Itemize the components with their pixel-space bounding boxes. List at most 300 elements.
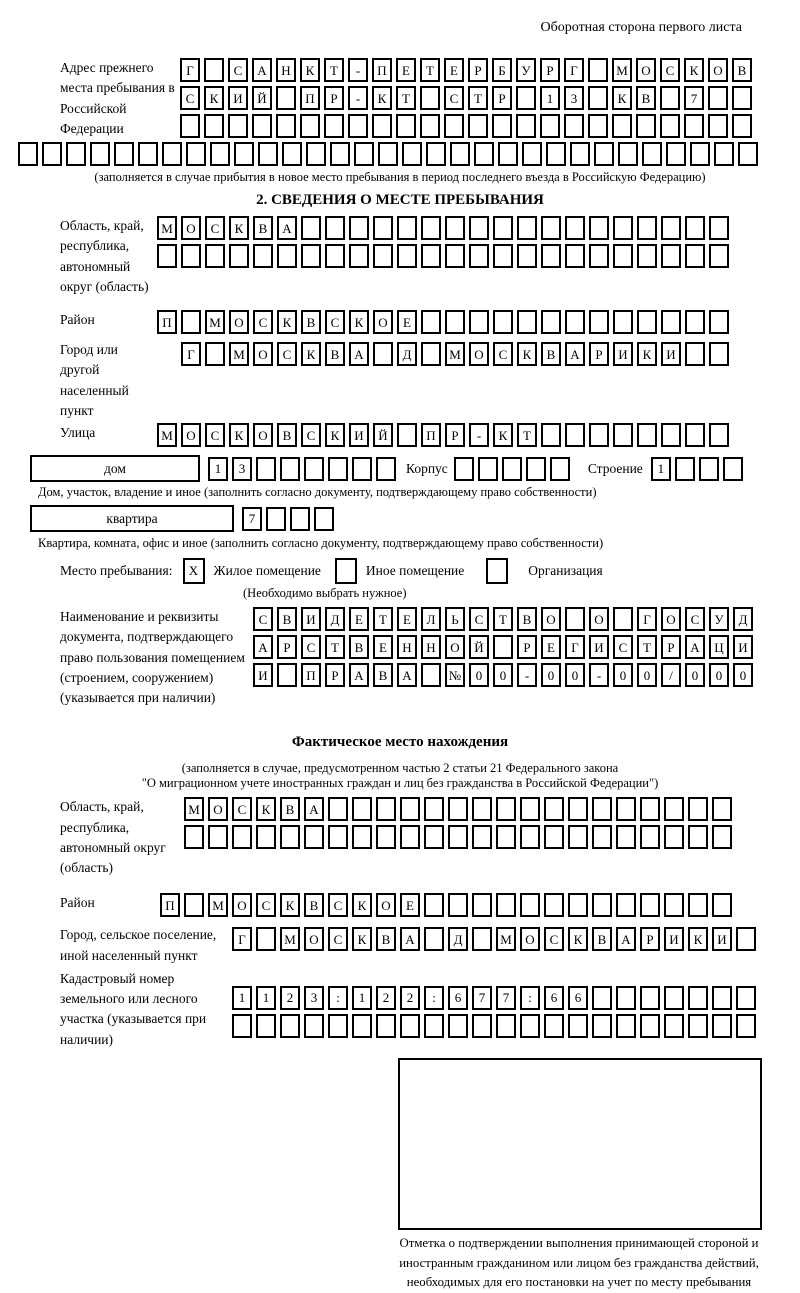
form-cell: С: [232, 797, 252, 821]
form-cell: [709, 342, 729, 366]
form-cell: [688, 797, 708, 821]
form-cell: Ц: [709, 635, 729, 659]
apartment-cells: [242, 507, 338, 531]
form-cell: [445, 310, 465, 334]
form-cell: [330, 142, 350, 166]
form-cell: [376, 797, 396, 821]
form-cell: П: [301, 663, 321, 687]
form-cell: [589, 310, 609, 334]
form-cell: Е: [397, 607, 417, 631]
form-cell: [424, 825, 444, 849]
form-cell: [256, 927, 276, 951]
form-cell: 1: [352, 986, 372, 1010]
street-label: Улица: [60, 425, 96, 440]
city-row: [181, 342, 733, 417]
form-cell: [688, 893, 708, 917]
form-cell: К: [349, 310, 369, 334]
form-cell: [421, 216, 441, 240]
form-cell: Д: [733, 607, 753, 631]
form-cell: [520, 797, 540, 821]
form-cell: Ь: [445, 607, 465, 631]
form-cell: [352, 797, 372, 821]
form-cell: [328, 457, 348, 481]
actual-region-row-1: [184, 797, 736, 821]
form-cell: [616, 986, 636, 1010]
form-cell: [520, 825, 540, 849]
form-cell: [420, 86, 440, 110]
district-row: [157, 310, 733, 334]
form-cell: [306, 142, 326, 166]
form-cell: [450, 142, 470, 166]
form-cell: [256, 1014, 276, 1038]
form-cell: [640, 825, 660, 849]
form-cell: К: [612, 86, 632, 110]
form-cell: В: [349, 635, 369, 659]
form-cell: К: [325, 423, 345, 447]
form-cell: О: [232, 893, 252, 917]
form-cell: [352, 825, 372, 849]
form-cell: [234, 142, 254, 166]
form-cell: [204, 58, 224, 82]
form-cell: А: [252, 58, 272, 82]
form-cell: Г: [232, 927, 252, 951]
form-cell: К: [277, 310, 297, 334]
form-cell: [570, 142, 590, 166]
form-cell: [736, 927, 756, 951]
form-cell: 0: [613, 663, 633, 687]
form-cell: В: [301, 310, 321, 334]
house-note: Дом, участок, владение и иное (заполнить согласно документу, подтверждающему право собственности): [38, 485, 597, 499]
form-cell: :: [520, 986, 540, 1010]
form-cell: [502, 457, 522, 481]
form-cell: [421, 310, 441, 334]
form-cell: И: [661, 342, 681, 366]
form-cell: Т: [420, 58, 440, 82]
form-cell: [474, 142, 494, 166]
form-cell: [736, 1014, 756, 1038]
form-cell: [469, 244, 489, 268]
form-cell: В: [277, 607, 297, 631]
form-cell: [688, 825, 708, 849]
form-cell: [661, 216, 681, 240]
form-cell: [277, 244, 297, 268]
form-cell: С: [444, 86, 464, 110]
form-cell: [592, 797, 612, 821]
form-cell: В: [636, 86, 656, 110]
form-cell: -: [348, 86, 368, 110]
form-cell: К: [229, 423, 249, 447]
form-cell: [424, 797, 444, 821]
form-cell: [712, 986, 732, 1010]
form-cell: [592, 893, 612, 917]
form-cell: [522, 142, 542, 166]
form-cell: [616, 1014, 636, 1038]
form-cell: О: [708, 58, 728, 82]
form-cell: [612, 114, 632, 138]
form-cell: [325, 244, 345, 268]
form-cell: 3: [564, 86, 584, 110]
form-cell: О: [661, 607, 681, 631]
form-cell: Р: [325, 663, 345, 687]
form-cell: [550, 457, 570, 481]
form-cell: Д: [448, 927, 468, 951]
form-cell: О: [253, 423, 273, 447]
form-cell: В: [325, 342, 345, 366]
region-label: Область, край, республика, автономный округ (область): [60, 218, 149, 294]
form-cell: [304, 457, 324, 481]
form-cell: С: [180, 86, 200, 110]
form-cell: [564, 114, 584, 138]
form-cell: В: [277, 423, 297, 447]
form-cell: К: [204, 86, 224, 110]
form-cell: [685, 310, 705, 334]
form-cell: 1: [208, 457, 228, 481]
form-cell: [472, 1014, 492, 1038]
form-cell: В: [517, 607, 537, 631]
actual-region-label: Область, край, республика, автономный округ (область): [60, 799, 166, 875]
street-row: [157, 423, 733, 447]
street-block: [60, 423, 800, 451]
form-cell: [378, 142, 398, 166]
doc-row-3: [253, 663, 757, 687]
form-cell: [181, 244, 201, 268]
form-cell: П: [421, 423, 441, 447]
form-cell: [613, 607, 633, 631]
form-cell: [565, 244, 585, 268]
form-cell: [210, 142, 230, 166]
form-cell: [478, 457, 498, 481]
form-cell: Т: [637, 635, 657, 659]
form-cell: М: [612, 58, 632, 82]
form-cell: 2: [280, 986, 300, 1010]
form-cell: К: [517, 342, 537, 366]
form-cell: [324, 114, 344, 138]
form-cell: Е: [541, 635, 561, 659]
form-cell: [688, 986, 708, 1010]
form-cell: О: [208, 797, 228, 821]
form-cell: А: [349, 342, 369, 366]
form-cell: О: [376, 893, 396, 917]
form-cell: [690, 142, 710, 166]
form-cell: [541, 310, 561, 334]
form-cell: [699, 457, 719, 481]
form-cell: О: [520, 927, 540, 951]
form-cell: [544, 1014, 564, 1038]
form-cell: [180, 114, 200, 138]
form-cell: [541, 244, 561, 268]
form-cell: [424, 893, 444, 917]
form-cell: [204, 114, 224, 138]
form-cell: [592, 986, 612, 1010]
form-cell: [253, 244, 273, 268]
form-cell: [282, 142, 302, 166]
form-cell: А: [565, 342, 585, 366]
form-cell: [352, 1014, 372, 1038]
form-cell: [732, 86, 752, 110]
form-cell: 0: [709, 663, 729, 687]
form-cell: О: [445, 635, 465, 659]
form-cell: [184, 825, 204, 849]
form-cell: [589, 244, 609, 268]
form-cell: О: [541, 607, 561, 631]
form-cell: [421, 663, 441, 687]
form-cell: [541, 423, 561, 447]
form-cell: О: [304, 927, 324, 951]
form-cell: [205, 342, 225, 366]
form-cell: [328, 825, 348, 849]
form-cell: У: [709, 607, 729, 631]
form-cell: К: [684, 58, 704, 82]
form-cell: Т: [373, 607, 393, 631]
form-cell: М: [496, 927, 516, 951]
form-cell: [640, 1014, 660, 1038]
form-cell: А: [400, 927, 420, 951]
form-cell: В: [376, 927, 396, 951]
form-cell: [666, 142, 686, 166]
form-cell: 0: [565, 663, 585, 687]
stay-type-option-organization: Организация: [528, 563, 603, 578]
form-cell: Е: [444, 58, 464, 82]
form-cell: Н: [421, 635, 441, 659]
form-cell: И: [589, 635, 609, 659]
form-cell: [637, 216, 657, 240]
actual-location-note-2: "О миграционном учете иностранных граждан и лиц без гражданства в Российской Федерации"): [141, 776, 659, 791]
form-cell: [258, 142, 278, 166]
form-cell: [114, 142, 134, 166]
form-cell: Т: [396, 86, 416, 110]
form-cell: К: [352, 893, 372, 917]
form-cell: 3: [304, 986, 324, 1010]
form-cell: [565, 216, 585, 240]
form-cell: [636, 114, 656, 138]
form-cell: 2: [376, 986, 396, 1010]
prev-address-label: Адрес прежнего места пребывания в Российской Федерации: [60, 60, 175, 136]
form-cell: [376, 825, 396, 849]
form-cell: [589, 423, 609, 447]
stay-type-note: (Необходимо выбрать нужное): [243, 586, 407, 600]
prev-address-row-2: [180, 86, 756, 110]
form-cell: [685, 423, 705, 447]
region-block: [60, 216, 800, 297]
form-cell: [468, 114, 488, 138]
form-cell: О: [181, 423, 201, 447]
form-cell: [640, 797, 660, 821]
form-cell: О: [253, 342, 273, 366]
form-cell: [637, 244, 657, 268]
form-cell: [472, 825, 492, 849]
form-cell: [517, 244, 537, 268]
doc-row-1: [253, 607, 757, 631]
form-cell: 0: [637, 663, 657, 687]
form-cell: М: [208, 893, 228, 917]
form-cell: С: [277, 342, 297, 366]
form-cell: [517, 216, 537, 240]
form-cell: В: [253, 216, 273, 240]
form-cell: [376, 457, 396, 481]
form-cell: [301, 244, 321, 268]
form-cell: [232, 825, 252, 849]
form-cell: [496, 893, 516, 917]
form-cell: [280, 457, 300, 481]
form-cell: 7: [472, 986, 492, 1010]
form-cell: 6: [544, 986, 564, 1010]
house-row: [30, 455, 800, 482]
form-cell: О: [229, 310, 249, 334]
doc-block: [60, 607, 800, 708]
form-cell: К: [301, 342, 321, 366]
form-cell: [354, 142, 374, 166]
form-cell: [594, 142, 614, 166]
form-cell: [400, 825, 420, 849]
form-cell: [736, 986, 756, 1010]
form-cell: И: [349, 423, 369, 447]
form-cell: А: [277, 216, 297, 240]
cadastre-row-2: [232, 1014, 760, 1038]
form-cell: [352, 457, 372, 481]
actual-district-label: Район: [60, 895, 95, 911]
form-cell: [664, 825, 684, 849]
form-cell: Р: [661, 635, 681, 659]
form-cell: [301, 216, 321, 240]
form-cell: [493, 244, 513, 268]
form-cell: М: [445, 342, 465, 366]
form-cell: [685, 244, 705, 268]
form-cell: С: [613, 635, 633, 659]
form-cell: [661, 244, 681, 268]
form-cell: О: [589, 607, 609, 631]
form-cell: [616, 893, 636, 917]
form-cell: [588, 114, 608, 138]
stay-type-checkbox-residential: X: [183, 558, 205, 584]
form-cell: Б: [492, 58, 512, 82]
form-cell: [637, 423, 657, 447]
form-cell: 6: [448, 986, 468, 1010]
form-cell: [664, 1014, 684, 1038]
form-cell: [685, 216, 705, 240]
form-cell: [376, 1014, 396, 1038]
form-cell: -: [517, 663, 537, 687]
form-cell: /: [661, 663, 681, 687]
region-row-2: [157, 244, 733, 268]
cadastre-rows: [232, 969, 760, 1050]
form-cell: [517, 310, 537, 334]
form-cell: [492, 114, 512, 138]
form-cell: К: [280, 893, 300, 917]
form-cell: Т: [468, 86, 488, 110]
form-cell: В: [541, 342, 561, 366]
form-cell: Р: [445, 423, 465, 447]
form-cell: У: [516, 58, 536, 82]
form-cell: [712, 825, 732, 849]
form-cell: [448, 797, 468, 821]
form-cell: [613, 244, 633, 268]
form-cell: [541, 216, 561, 240]
actual-region-rows: [184, 797, 736, 878]
form-cell: [397, 216, 417, 240]
stay-type-option-other: Иное помещение: [365, 563, 465, 578]
region-row-1: [157, 216, 733, 240]
form-cell: [90, 142, 110, 166]
form-cell: К: [372, 86, 392, 110]
cadastre-label: Кадастровый номер земельного или лесного участка (указывается при наличии): [60, 970, 207, 1047]
form-cell: С: [685, 607, 705, 631]
form-cell: [448, 825, 468, 849]
form-cell: [42, 142, 62, 166]
form-cell: Г: [180, 58, 200, 82]
actual-region-row-2: [184, 825, 736, 849]
actual-city-block: [60, 925, 800, 966]
form-cell: [664, 986, 684, 1010]
form-cell: 7: [684, 86, 704, 110]
form-cell: [661, 310, 681, 334]
form-cell: А: [253, 635, 273, 659]
form-cell: С: [544, 927, 564, 951]
form-cell: Г: [637, 607, 657, 631]
form-cell: [544, 797, 564, 821]
form-cell: [568, 893, 588, 917]
form-cell: А: [685, 635, 705, 659]
form-cell: К: [300, 58, 320, 82]
form-cell: [708, 114, 728, 138]
form-cell: [712, 1014, 732, 1038]
form-cell: [448, 893, 468, 917]
form-cell: -: [348, 58, 368, 82]
form-cell: [640, 893, 660, 917]
doc-rows: [253, 607, 757, 708]
prev-address-note: (заполняется в случае прибытия в новое место пребывания в период последнего въезда в Российскую Федерацию): [94, 170, 706, 184]
district-block: [60, 310, 800, 338]
form-cell: М: [205, 310, 225, 334]
form-cell: [493, 310, 513, 334]
form-cell: [685, 342, 705, 366]
form-cell: М: [157, 423, 177, 447]
form-cell: -: [589, 663, 609, 687]
form-cell: 1: [256, 986, 276, 1010]
form-cell: [454, 457, 474, 481]
korpus-label: Корпус: [406, 460, 448, 476]
house-cells: [208, 457, 400, 481]
form-cell: С: [469, 607, 489, 631]
form-cell: С: [301, 635, 321, 659]
form-cell: М: [229, 342, 249, 366]
form-cell: П: [300, 86, 320, 110]
stay-type-checkbox-organization: [486, 558, 508, 584]
form-cell: [426, 142, 446, 166]
form-cell: Р: [517, 635, 537, 659]
form-cell: [373, 342, 393, 366]
form-cell: [328, 1014, 348, 1038]
form-cell: 1: [651, 457, 671, 481]
form-cell: [280, 1014, 300, 1038]
actual-city-label: Город, сельское поселение, иной населенный пункт: [60, 927, 217, 963]
form-cell: [642, 142, 662, 166]
form-cell: Е: [400, 893, 420, 917]
form-cell: [280, 825, 300, 849]
form-cell: [544, 825, 564, 849]
form-cell: [664, 893, 684, 917]
form-cell: Т: [324, 58, 344, 82]
form-cell: [565, 310, 585, 334]
cadastre-block: [60, 969, 800, 1050]
form-cell: [228, 114, 248, 138]
form-cell: А: [349, 663, 369, 687]
form-cell: :: [328, 986, 348, 1010]
form-cell: [520, 893, 540, 917]
form-cell: [205, 244, 225, 268]
form-cell: К: [637, 342, 657, 366]
confirmation-box-caption: Отметка о подтверждении выполнения принимающей стороной и иностранным гражданином или лицом без гражданства действий, необходимых для его постановки на учет по месту пребывания: [399, 1235, 759, 1290]
form-cell: [276, 86, 296, 110]
